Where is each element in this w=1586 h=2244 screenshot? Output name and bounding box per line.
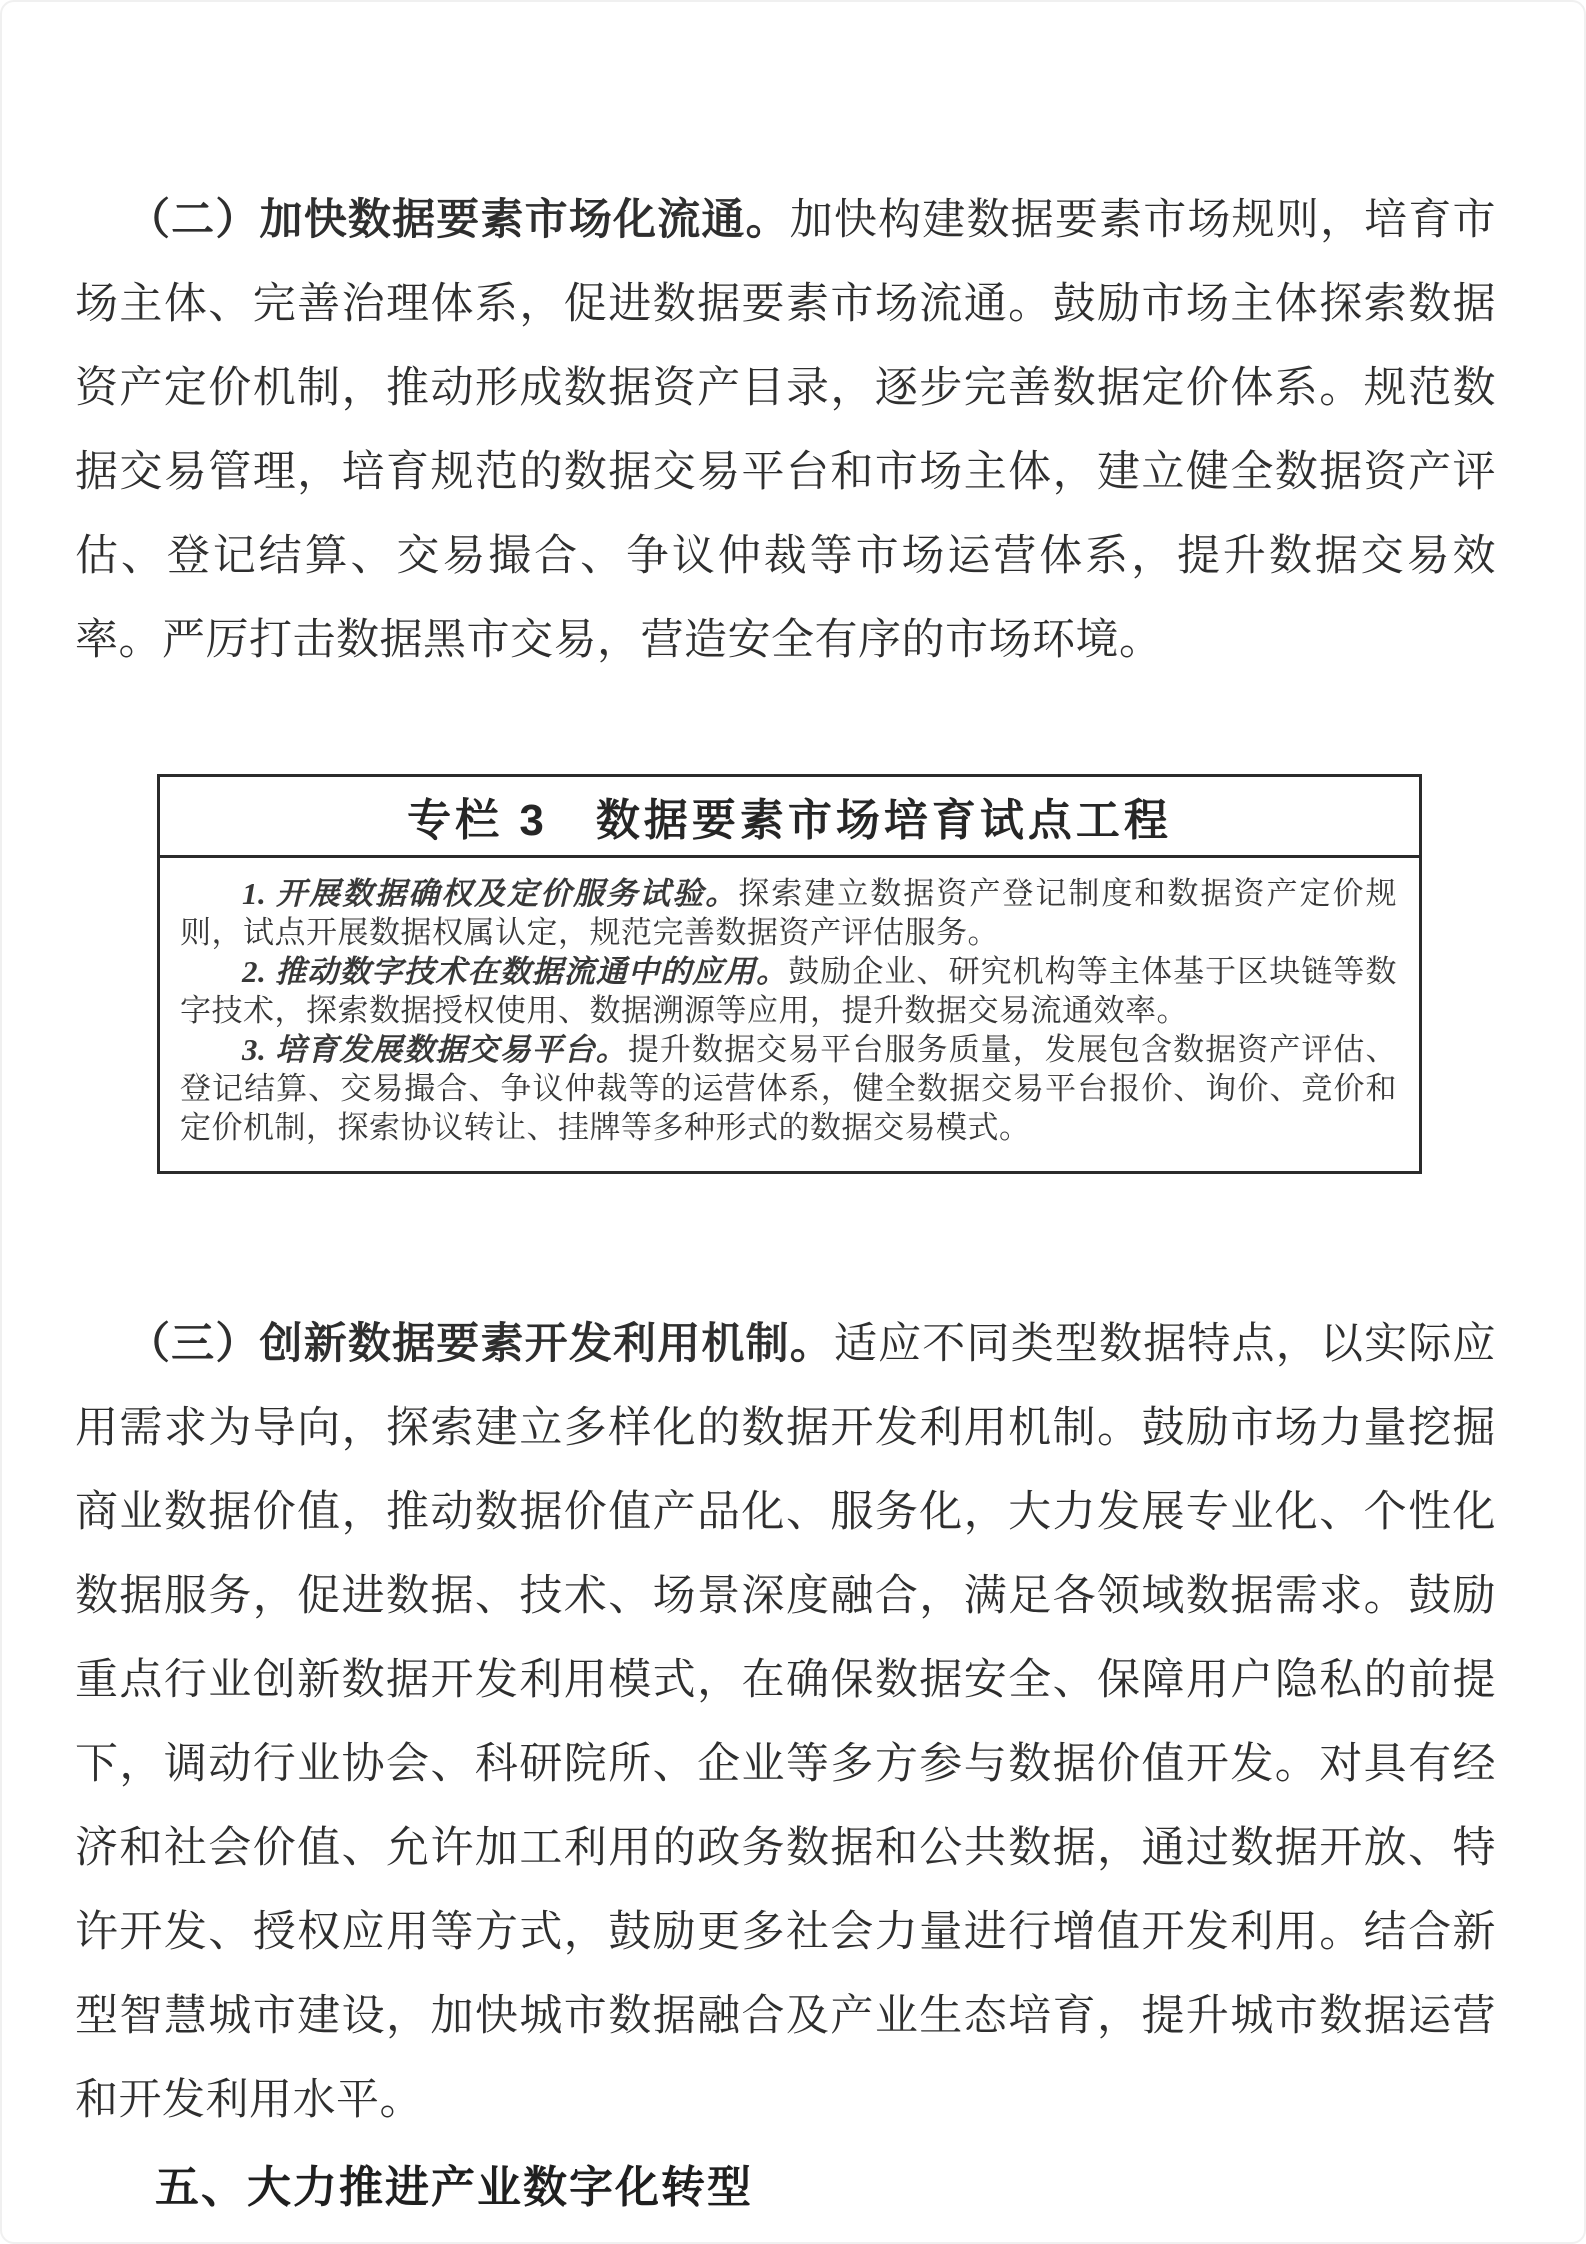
document-content xyxy=(2,2,1584,2227)
paragraph-section-3 xyxy=(75,1303,1496,2143)
section-5-heading: 五、大力推进产业数字化转型 xyxy=(155,2163,753,2212)
panel-item-3 xyxy=(180,1030,1397,1147)
panel-item-3-body: 提升数据交易平台服务质量，发展包含数据资产评估、登记结算、交易撮合、争议仲裁等的运营体系，健全数据交易平台报价、询价、竞价和定价机制，探索协议转让、挂牌等多种形式的数据交易模式。 xyxy=(180,1032,1397,1145)
panel-item-2 xyxy=(180,952,1397,1030)
paragraph-section-3-body: 适应不同类型数据特点，以实际应用需求为导向，探索建立多样化的数据开发利用机制。鼓励市场力量挖掘商业数据价值，推动数据价值产品化、服务化，大力发展专业化、个性化数据服务，促进数据、技术、场景深度融合，满足各领域数据需求。鼓励重点行业创新数据开发利用模式，在确保数据安全、保障用户隐私的前提下，调动行业协会、科研院所、企业等多方参与数据价值开发。对具有经济和社会价值、允许加工利用的政务数据和公共数据，通过数据开放、特许开发、授权应用等方式，鼓励更多社会力量进行增值开发利用。结合新型智慧城市建设，加快城市数据融合及产业生态培育，提升城市数据运营和开发利用水平。 xyxy=(75,1321,1497,2124)
panel-item-2-body: 鼓励企业、研究机构等主体基于区块链等数字技术，探索数据授权使用、数据溯源等应用，提升数据交易流通效率。 xyxy=(180,954,1398,1028)
paragraph-section-2-lead: （二）加快数据要素市场化流通。 xyxy=(127,197,790,244)
panel-item-1-body: 探索建立数据资产登记制度和数据资产定价规则，试点开展数据权属认定，规范完善数据资产评估服务。 xyxy=(180,876,1398,950)
column-panel-3-title: 专栏 3 数据要素市场培育试点工程 xyxy=(160,777,1419,858)
column-panel-3 xyxy=(157,774,1422,1174)
panel-item-3-lead: 3. 培育发展数据交易平台。 xyxy=(242,1032,628,1067)
paragraph-section-2-body: 加快构建数据要素市场规则，培育市场主体、完善治理体系，促进数据要素市场流通。鼓励市场主体探索数据资产定价机制，推动形成数据资产目录，逐步完善数据定价体系。规范数据交易管理，培育规范的数据交易平台和市场主体，建立健全数据资产评估、登记结算、交易撮合、争议仲裁等市场运营体系，提升数据交易效率。严厉打击数据黑市交易，营造安全有序的市场环境。 xyxy=(75,197,1496,664)
paragraph-section-2 xyxy=(75,179,1496,683)
panel-item-1 xyxy=(180,874,1397,952)
paragraph-section-3-lead: （三）创新数据要素开发利用机制。 xyxy=(127,1321,834,1368)
column-panel-3-body xyxy=(160,858,1419,1171)
panel-item-2-lead: 2. 推动数字技术在数据流通中的应用。 xyxy=(242,954,789,989)
panel-item-1-lead: 1. 开展数据确权及定价服务试验。 xyxy=(242,876,739,911)
